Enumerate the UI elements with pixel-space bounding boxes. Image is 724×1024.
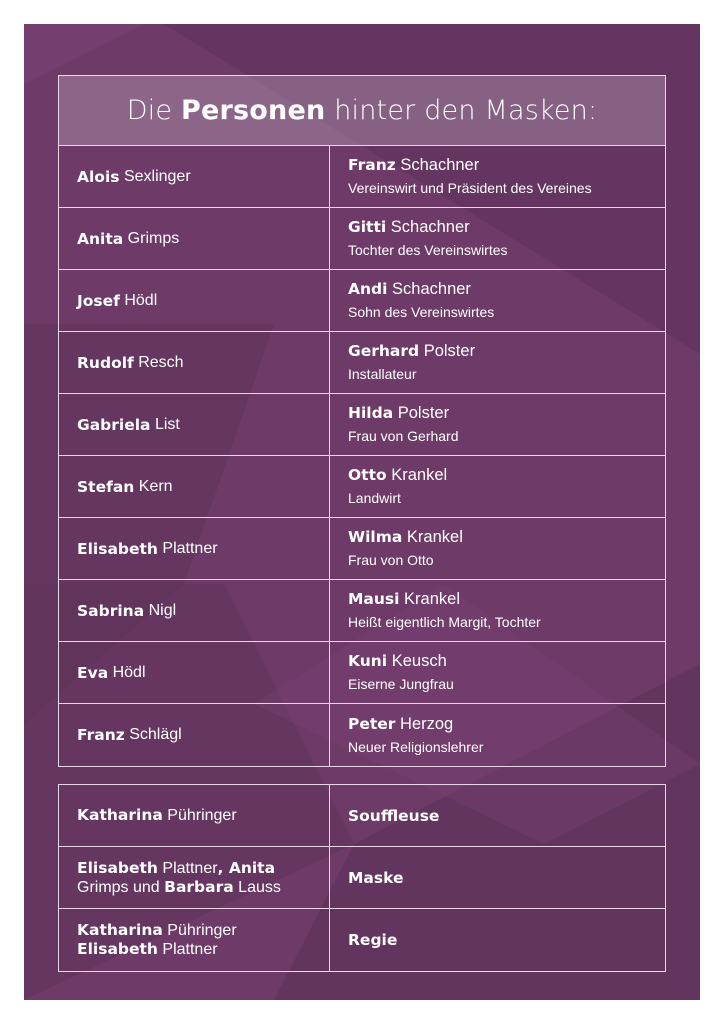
role-first-name: Mausi [348,590,400,608]
crew-names-line [77,878,281,897]
actor-last-name: Kern [134,477,173,495]
role-first-name: Wilma [348,528,403,546]
table-row [59,270,665,332]
actor-first-name: Rudolf [77,353,134,372]
table-row [59,456,665,518]
crew-names [77,859,281,897]
role-name [348,714,665,735]
actor-last-name: List [150,415,180,433]
role-first-name: Franz [348,156,396,174]
role-cell [330,704,665,766]
role-cell [330,270,665,331]
table-row [59,332,665,394]
role-name [348,403,665,424]
crew-first-name: Katharina [77,921,163,939]
role-cell [330,580,665,641]
role-first-name: Otto [348,466,387,484]
role-name [348,279,665,300]
crew-first-name: Barbara [164,877,234,896]
crew-role: Souffleuse [348,806,440,825]
role-cell [330,456,665,517]
crew-last-name: Plattner [157,859,218,877]
crew-role-cell [330,909,665,971]
crew-names-line [77,921,237,940]
table-row [59,518,665,580]
actor-first-name: Gabriela [77,415,151,434]
actor-cell [59,518,330,579]
table-row [59,785,665,847]
actor-last-name: Sexlinger [119,167,191,185]
role-last-name: Polster [393,404,450,422]
actor-first-name: Sabrina [77,601,145,620]
crew-last-name: Lauss [233,878,281,896]
crew-text: Grimps und [77,878,165,896]
role-cell [330,518,665,579]
role-name [348,589,665,610]
actor-cell [59,270,330,331]
crew-last-name: Pühringer [162,807,237,824]
role-cell [330,332,665,393]
crew-names [77,806,237,825]
role-description: Heißt eigentlich Margit, Tochter [348,614,541,630]
role-last-name: Polster [419,342,476,360]
crew-first-name: Elisabeth [77,940,158,958]
role-description: Landwirt [348,490,401,506]
actor-cell [59,146,330,207]
table-row [59,847,665,909]
role-last-name: Herzog [395,714,454,733]
role-last-name: Schachner [395,156,480,174]
role-first-name: Peter [348,714,396,733]
crew-role: Maske [348,868,404,887]
crew-names-line [77,859,281,878]
actor-cell [59,394,330,455]
crew-last-name: Plattner [157,941,218,958]
crew-last-name: Pühringer [162,922,237,939]
role-description: Frau von Otto [348,552,434,568]
cast-table [58,75,666,767]
role-description: Sohn des Vereinswirtes [348,304,495,320]
role-name [348,651,665,672]
crew-names-line [77,806,237,825]
role-cell [330,208,665,269]
table-row [59,394,665,456]
crew-names-cell [59,785,330,846]
table-row [59,909,665,971]
role-description: Installateur [348,366,417,382]
table-row [59,208,665,270]
crew-names-line [77,940,237,959]
role-last-name: Schachner [386,218,470,236]
role-name [348,341,665,362]
crew-names [77,921,237,959]
actor-cell [59,332,330,393]
role-last-name: Krankel [386,466,448,484]
actor-last-name: Hödl [119,291,158,309]
role-first-name: Gerhard [348,342,420,360]
role-name [348,217,665,238]
role-last-name: Krankel [402,528,463,546]
crew-role-cell [330,847,665,908]
role-cell [330,394,665,455]
role-first-name: Kuni [348,652,388,670]
role-last-name: Krankel [399,590,460,608]
actor-last-name: Resch [133,353,184,371]
actor-last-name: Plattner [157,539,218,557]
role-description: Frau von Gerhard [348,428,459,444]
actor-first-name: Stefan [77,477,135,496]
actor-first-name: Anita [77,229,124,248]
actor-last-name: Hödl [108,663,146,681]
role-description: Neuer Religionslehrer [348,738,484,755]
role-first-name: Hilda [348,404,394,422]
role-cell [330,146,665,207]
role-last-name: Keusch [387,652,447,670]
role-description: Tochter des Vereinswirtes [348,242,508,258]
crew-names-cell [59,847,330,908]
actor-last-name: Nigl [144,601,177,619]
role-description: Eiserne Jungfrau [348,676,454,692]
actor-cell [59,456,330,517]
crew-names-cell [59,909,330,971]
table-row [59,580,665,642]
role-name [348,155,665,176]
actor-cell [59,642,330,703]
poster [24,24,700,1000]
crew-table [58,784,666,972]
crew-role: Regie [348,931,398,949]
role-cell [330,642,665,703]
actor-last-name: Grimps [123,229,180,247]
role-name [348,465,665,486]
role-name [348,527,665,548]
actor-first-name: Eva [77,663,109,682]
cast-table-title: Die Personen hinter den Masken: [59,76,665,146]
actor-first-name: Alois [77,167,120,186]
actor-last-name: Schlägl [124,726,182,743]
crew-first-name: , Anita [217,858,276,877]
role-first-name: Andi [348,280,388,298]
role-description: Vereinswirt und Präsident des Vereines [348,180,592,196]
table-row [59,146,665,208]
actor-first-name: Franz [77,726,125,744]
crew-first-name: Katharina [77,806,163,824]
actor-cell [59,704,330,766]
crew-first-name: Elisabeth [77,858,158,877]
actor-first-name: Elisabeth [77,539,158,558]
table-row [59,642,665,704]
actor-cell [59,580,330,641]
role-first-name: Gitti [348,218,387,236]
actor-first-name: Josef [77,291,120,310]
role-last-name: Schachner [387,280,471,298]
actor-cell [59,208,330,269]
crew-role-cell [330,785,665,846]
table-row [59,704,665,766]
